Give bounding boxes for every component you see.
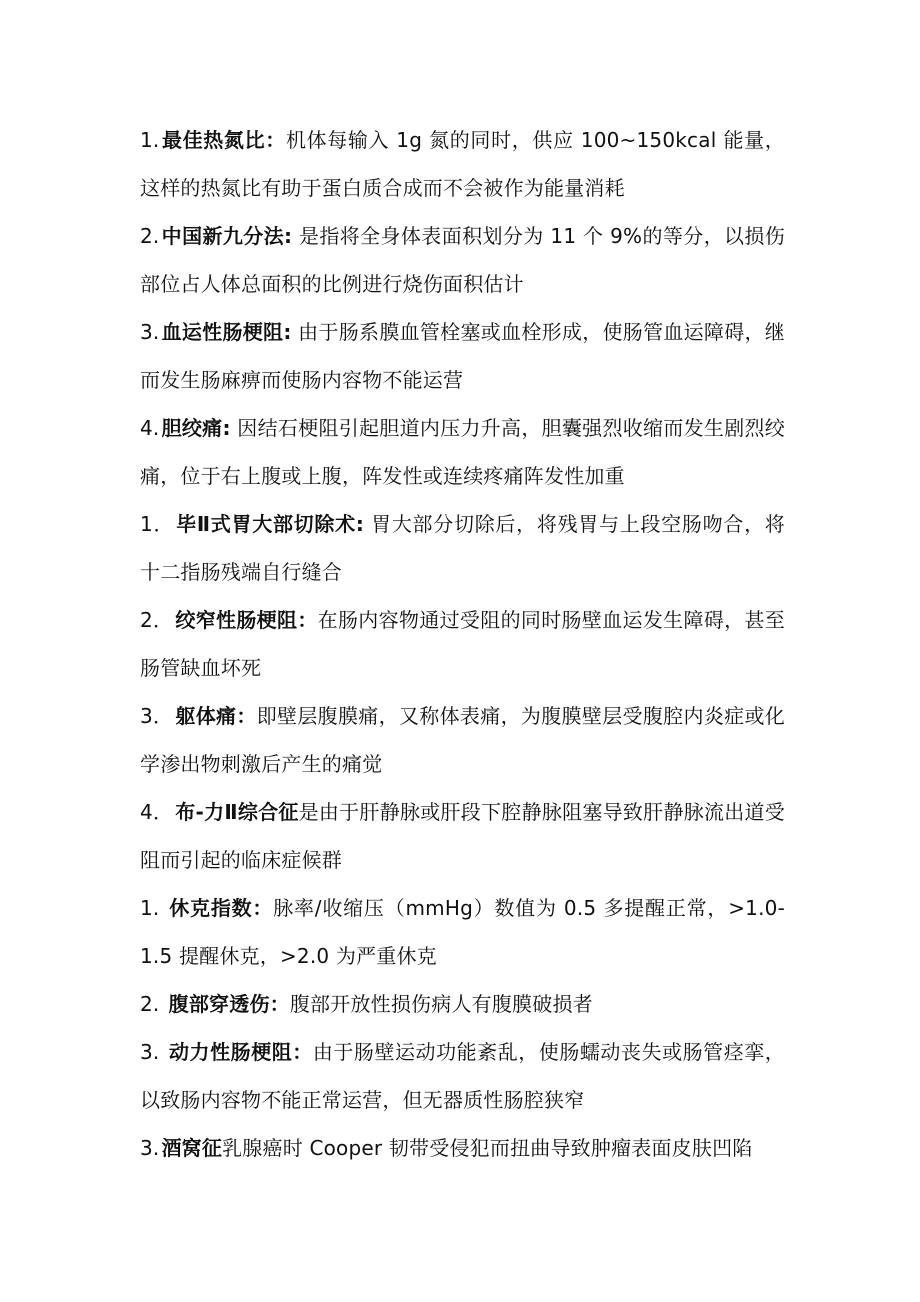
entry-definition: 是指将全身体表面积划分为 11 个 9%的等分，以损伤部位占人体总面积的比例进行烧伤面积估计: [140, 224, 785, 296]
entry-separator: ：: [252, 896, 274, 920]
entry-number: 3.: [140, 320, 160, 344]
entry-separator: ：: [265, 128, 286, 152]
entry-number: 3.: [140, 1040, 160, 1064]
entry-number: 2．: [140, 608, 174, 632]
list-item: [140, 1028, 785, 1124]
entry-number: 4．: [140, 800, 174, 824]
entry-definition: 由于肠系膜血管栓塞或血栓形成，使肠管血运障碍，继而发生肠麻痹而使肠内容物不能运营: [140, 320, 786, 392]
list-item: [140, 788, 785, 884]
list-item: [140, 308, 785, 404]
list-item: [140, 692, 785, 788]
entry-definition: 因结石梗阻引起胆道内压力升高，胆囊强烈收缩而发生剧烈绞痛，位于右上腹或上腹，阵发性或连续疼痛阵发性加重: [140, 416, 785, 488]
entry-term: 酒窝征: [161, 1136, 223, 1160]
entry-definition: 乳腺癌时 Cooper 韧带受侵犯而扭曲导致肿瘤表面皮肤凹陷: [222, 1136, 753, 1160]
entry-definition: 脉率/收缩压（mmHg）数值为 0.5 多提醒正常，>1.0-1.5 提醒休克，>2.0 为严重休克: [140, 896, 785, 968]
list-item: [140, 212, 785, 308]
entry-separator: :: [284, 224, 293, 248]
entry-definition: 由于肠壁运动功能紊乱，使肠蠕动丧失或肠管痉挛，以致肠内容物不能正常运营，但无器质性肠腔狭窄: [140, 1040, 785, 1112]
list-item: [140, 884, 785, 980]
entry-separator: ：: [236, 704, 257, 728]
entry-term: 动力性肠梗阻: [161, 1040, 293, 1064]
list-item: [140, 596, 785, 692]
entry-term: 布-力Ⅱ综合征: [175, 800, 299, 824]
entry-term: 胆绞痛: [161, 416, 223, 440]
entry-term: 腹部穿透伤: [161, 992, 270, 1016]
entry-number: 1.: [140, 896, 160, 920]
entry-number: 1.: [140, 128, 160, 152]
entry-definition: 胃大部分切除后，将残胃与上段空肠吻合，将十二指肠残端自行缝合: [140, 512, 785, 584]
entry-separator: ：: [269, 992, 290, 1016]
entry-term: 最佳热氮比: [161, 128, 266, 152]
entry-number: 3．: [140, 704, 174, 728]
entry-term: 绞窄性肠梗阻: [175, 608, 298, 632]
entry-term: 躯体痛: [175, 704, 237, 728]
entry-definition: 在肠内容物通过受阻的同时肠壁血运发生障碍，甚至肠管缺血坏死: [140, 608, 785, 680]
entry-separator: :: [283, 320, 292, 344]
entry-separator: :: [355, 512, 365, 536]
list-item: [140, 1124, 785, 1172]
entry-definition: 机体每输入 1g 氮的同时，供应 100~150kcal 能量，这样的热氮比有助于蛋白质合成而不会被作为能量消耗: [140, 128, 786, 200]
entry-number: 2.: [140, 224, 160, 248]
entry-definition: 是由于肝静脉或肝段下腔静脉阻塞导致肝静脉流出道受阻而引起的临床症候群: [140, 800, 785, 872]
entry-term: 血运性肠梗阻: [161, 320, 284, 344]
term-definition-list: [140, 116, 785, 1172]
entry-separator: ：: [297, 608, 318, 632]
entry-definition: 腹部开放性损伤病人有腹膜破损者: [289, 992, 593, 1016]
entry-number: 3.: [140, 1136, 160, 1160]
entry-separator: ：: [292, 1040, 313, 1064]
entry-term: 毕Ⅱ式胃大部切除术: [176, 512, 356, 536]
entry-number: 1．: [140, 512, 175, 536]
list-item: [140, 116, 785, 212]
entry-separator: :: [222, 416, 231, 440]
entry-term: 中国新九分法: [161, 224, 285, 248]
entry-term: 休克指数: [161, 896, 253, 920]
entry-number: 4.: [140, 416, 160, 440]
list-item: [140, 404, 785, 500]
entry-number: 2.: [140, 992, 160, 1016]
list-item: [140, 980, 785, 1028]
entry-definition: 即壁层腹膜痛，又称体表痛，为腹膜壁层受腹腔内炎症或化学渗出物刺激后产生的痛觉: [140, 704, 785, 776]
list-item: [140, 500, 785, 596]
